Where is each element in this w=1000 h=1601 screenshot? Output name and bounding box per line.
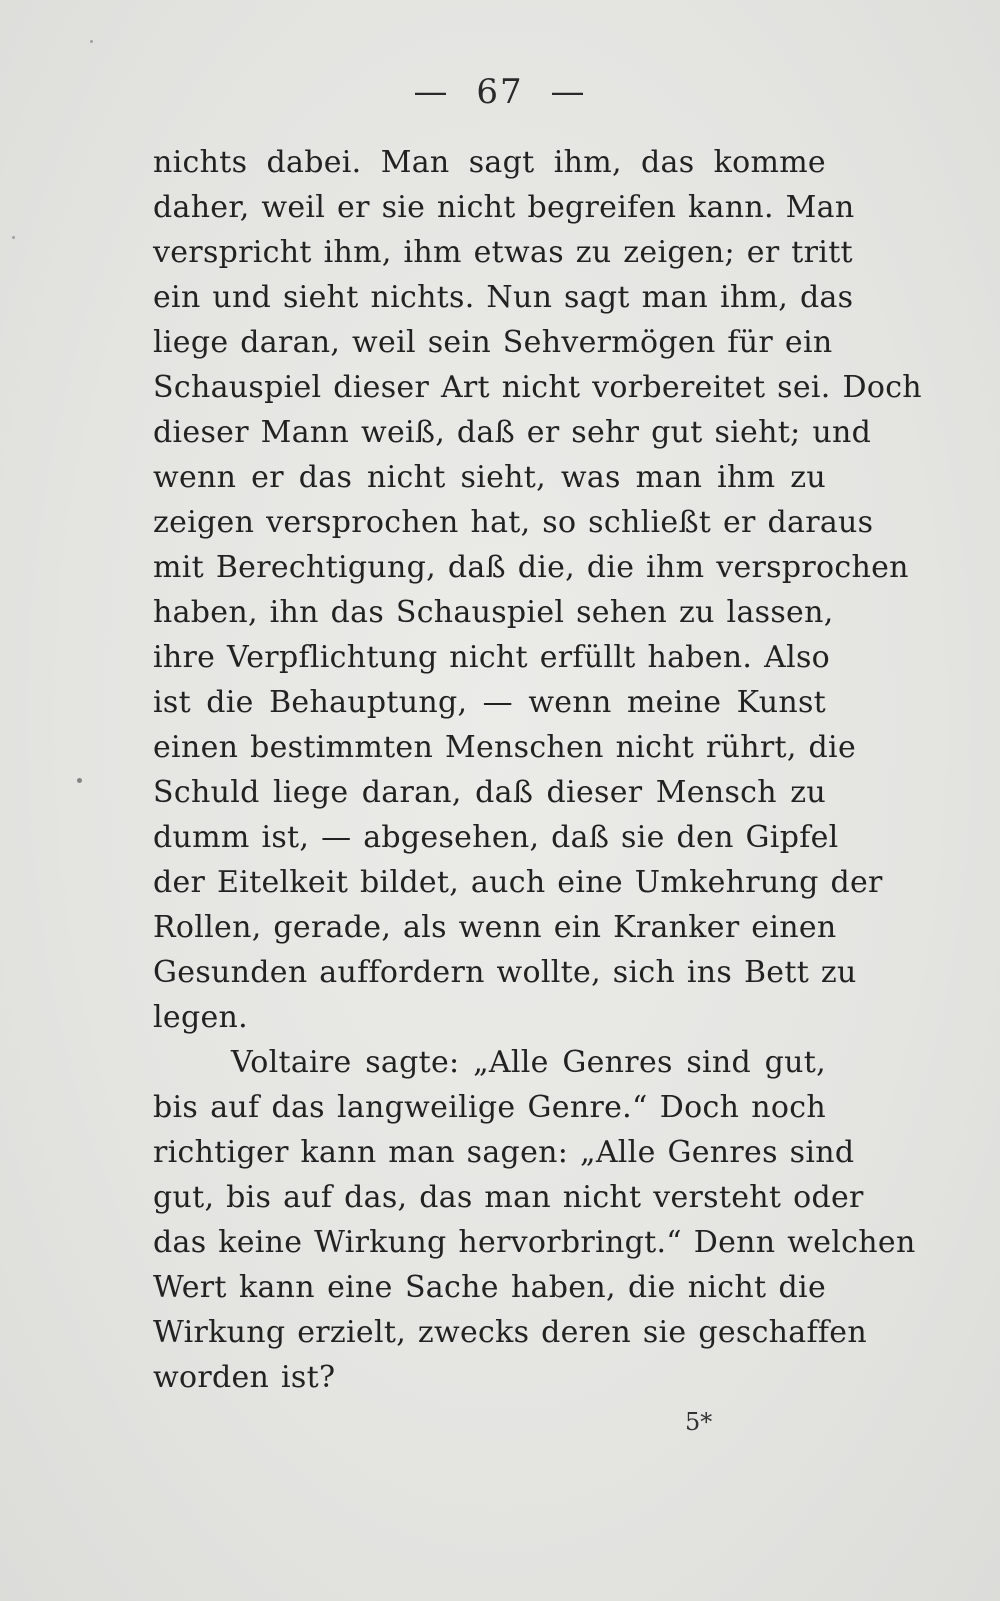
text-line: ihre Verpflichtung nicht erfüllt haben. Also: [153, 640, 831, 675]
text-line: haben, ihn das Schauspiel sehen zu lassen,: [153, 595, 834, 630]
text-line: richtiger kann man sagen: „Alle Genres sind: [153, 1135, 855, 1170]
text-line: dieser Mann weiß, daß er sehr gut sieht; und: [153, 415, 872, 450]
text-line: das keine Wirkung hervorbringt.“ Denn welchen: [153, 1225, 916, 1260]
text-line: Schuld liege daran, daß dieser Mensch zu: [153, 775, 826, 810]
text-line: Gesunden auffordern wollte, sich ins Bett zu: [153, 955, 857, 990]
text-line: gut, bis auf das, das man nicht versteht oder: [153, 1180, 864, 1215]
text-line: nichts dabei. Man sagt ihm, das komme: [153, 145, 826, 180]
header-dash-right: —: [550, 72, 587, 112]
text-line: einen bestimmten Menschen nicht rührt, die: [153, 730, 857, 765]
text-line: dumm ist, — abgesehen, daß sie den Gipfel: [153, 820, 839, 855]
text-line: verspricht ihm, ihm etwas zu zeigen; er tritt: [153, 235, 853, 270]
text-line: ein und sieht nichts. Nun sagt man ihm, das: [153, 280, 854, 315]
text-line: ist die Behauptung, — wenn meine Kunst: [153, 685, 826, 720]
header-dash-left: —: [413, 72, 450, 112]
paper-speck: [90, 40, 93, 43]
signature-mark: 5*: [685, 1408, 713, 1436]
paper-speck: [12, 236, 15, 239]
text-line: liege daran, weil sein Sehvermögen für ein: [153, 325, 833, 360]
paragraph-start-line: Voltaire sagte: „Alle Genres sind gut,: [231, 1045, 826, 1080]
text-line: der Eitelkeit bildet, auch eine Umkehrung der: [153, 865, 883, 900]
text-line: Rollen, gerade, als wenn ein Kranker einen: [153, 910, 837, 945]
text-line: daher, weil er sie nicht begreifen kann. Man: [153, 190, 855, 225]
text-line: mit Berechtigung, daß die, die ihm versprochen: [153, 550, 909, 585]
paragraph-end-line: legen.: [153, 1000, 248, 1035]
body-text: [153, 140, 922, 1400]
text-line: Wirkung erzielt, zwecks deren sie geschaffen: [153, 1315, 867, 1350]
paper-speck: [77, 778, 82, 783]
text-line: zeigen versprochen hat, so schließt er daraus: [153, 505, 874, 540]
text-line: bis auf das langweilige Genre.“ Doch noch: [153, 1090, 826, 1125]
page-number: 67: [476, 72, 524, 112]
text-line: Schauspiel dieser Art nicht vorbereitet sei. Doch: [153, 370, 922, 405]
paragraph-end-line: worden ist?: [153, 1360, 336, 1395]
text-line: Wert kann eine Sache haben, die nicht die: [153, 1270, 826, 1305]
page-header: [0, 72, 1000, 112]
text-line: wenn er das nicht sieht, was man ihm zu: [153, 460, 826, 495]
